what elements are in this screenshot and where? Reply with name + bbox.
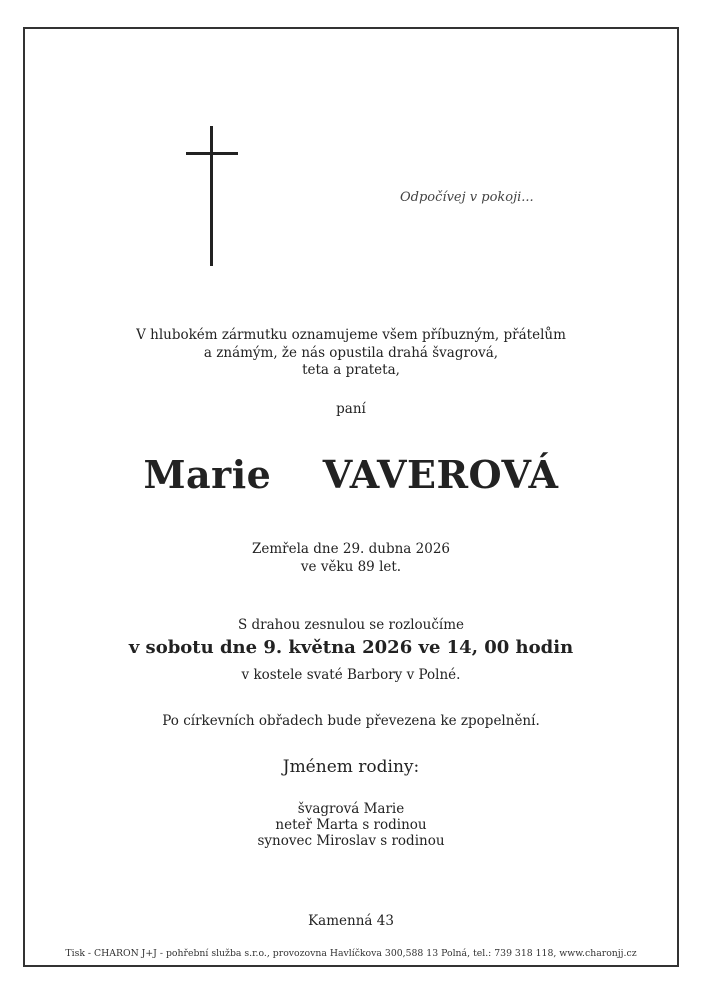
family-member: švagrová Marie (297, 801, 405, 817)
cross-horizontal-bar (186, 152, 238, 155)
cremation-note: Po církevních obřadech bude převezena ke zpopelnění. (162, 713, 540, 729)
announcement-text (23, 327, 679, 380)
cross-vertical-bar (210, 126, 213, 266)
farewell-place: v kostele svaté Barbory v Polné. (241, 667, 461, 683)
family-address: Kamenná 43 (308, 913, 394, 929)
farewell-intro: S drahou zesnulou se rozloučíme (237, 617, 465, 633)
family-heading: Jménem rodiny: (282, 757, 420, 777)
family-members-list (23, 801, 679, 849)
motto-text: Odpočívej v pokoji... (400, 190, 534, 205)
announcement-line-3: teta a prateta, (302, 362, 400, 378)
announcement-line-2: a známým, že nás opustila drahá švagrová, (203, 344, 499, 361)
farewell-datetime: v sobotu dne 9. května 2026 ve 14, 00 hodin (128, 637, 574, 658)
honorific: paní (336, 401, 366, 417)
cross-icon (186, 126, 238, 266)
death-date: Zemřela dne 29. dubna 2026 (251, 541, 451, 557)
family-member: neteř Marta s rodinou (275, 817, 427, 833)
family-member: synovec Miroslav s rodinou (257, 833, 445, 849)
deceased-name: Marie VAVEROVÁ (143, 452, 559, 497)
printer-footer: Tisk - CHARON J+J - pohřební služba s.r.o., provozovna Havlíčkova 300,588 13 Polná, tel.: 739 318 118, www.charonjj.cz (65, 948, 637, 959)
death-info (23, 541, 679, 576)
announcement-line-1: V hlubokém zármutku oznamujeme všem příbuzným, přátelům (136, 327, 566, 343)
death-age: ve věku 89 let. (300, 558, 402, 575)
